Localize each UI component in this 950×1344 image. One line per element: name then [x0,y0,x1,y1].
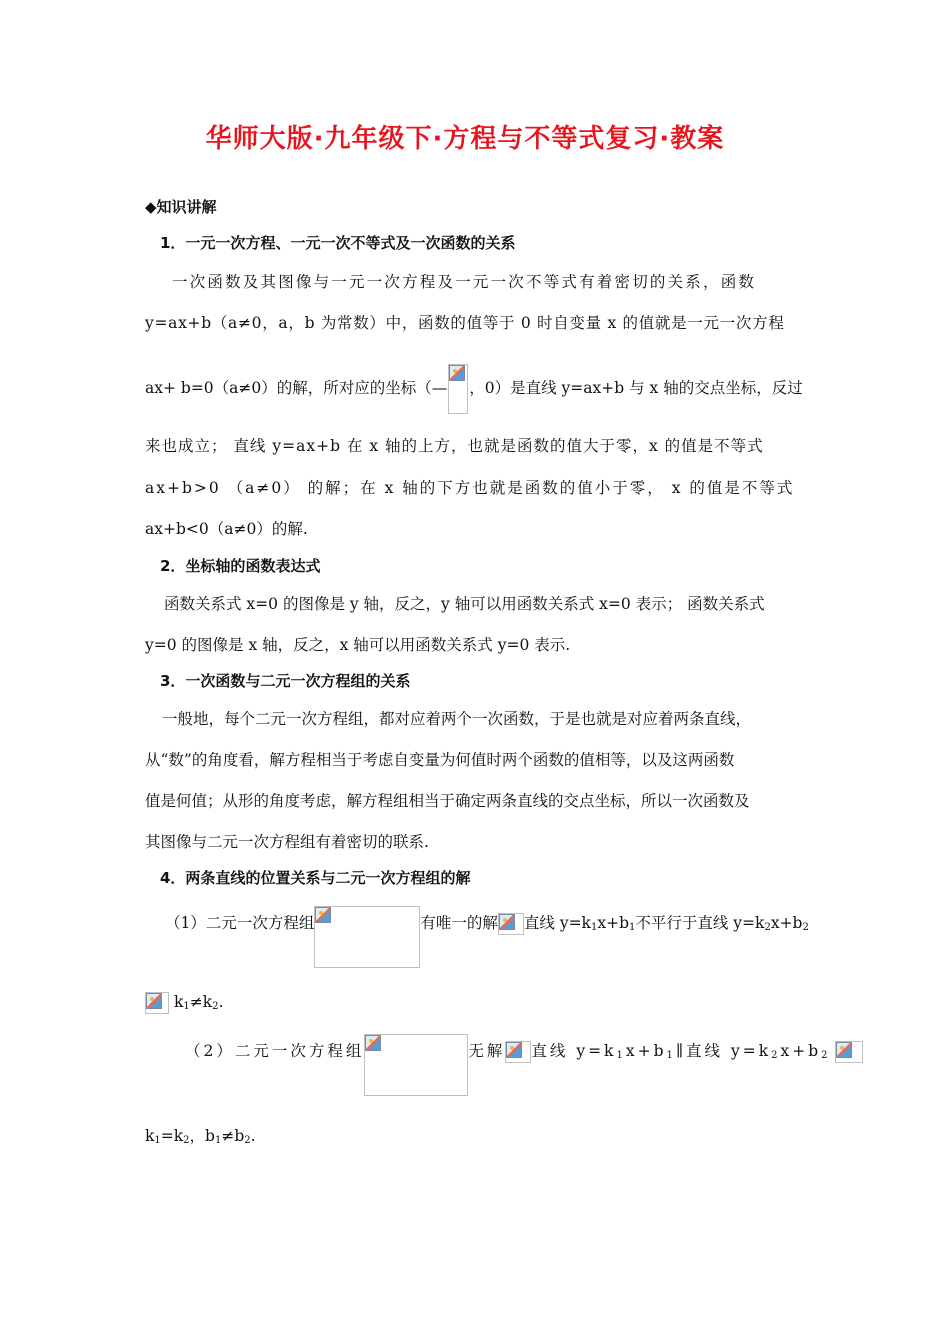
case-1-text-d: x+b [597,914,629,932]
case-1-text-g: k [173,993,184,1011]
p1-line-3b: ，0）是直线 y=ax+b 与 x 轴的交点坐标，反过 [469,379,803,397]
heading-4: 4．两条直线的位置关系与二元一次方程组的解 [160,869,471,887]
case-1-text-b: 有唯一的解 [420,914,498,932]
image-placeholder-icon [499,914,515,930]
equation-system-image-1 [314,906,420,968]
case-2-text-g: k [145,1127,155,1145]
heading-1: 1．一元一次方程、一元一次不等式及一次函数的关系 [160,234,516,252]
fraction-image [448,364,468,414]
subscript: 2 [244,1135,251,1146]
case-1-text-i: . [218,993,224,1011]
subscript: 1 [616,1050,626,1061]
p1-line-4: 来也成立； 直线 y=ax+b 在 x 轴的上方，也就是函数的值大于零，x 的值是不等式 [145,437,764,455]
equivalence-image [835,1041,863,1063]
p3-line-3: 值是何值；从形的角度考虑，解方程组相当于确定两条直线的交点坐标，所以一次函数及 [145,792,750,810]
case-1-condition [145,992,223,1014]
case-1-text-h: ≠k [189,993,213,1011]
case-1-text-f: x+b [770,914,803,932]
equivalence-image [505,1041,531,1063]
case-2-text-c: 直线 y=k [531,1042,617,1060]
p1-line-3a: ax+ b=0（a≠0）的解，所对应的坐标（— [145,379,448,397]
case-2-condition [145,1124,256,1146]
page-title: 华师大版·九年级下·方程与不等式复习·教案 [205,124,725,154]
subscript: 2 [764,922,771,933]
image-placeholder-icon [836,1042,852,1058]
p2-line-2: y=0 的图像是 x 轴，反之，x 轴可以用函数关系式 y=0 表示. [145,636,571,654]
image-placeholder-icon [146,993,162,1009]
image-placeholder-icon [315,907,331,923]
case-2-text-e: ∥直线 y=k [675,1042,772,1060]
subscript: 1 [666,1050,676,1061]
equivalence-image [145,992,169,1014]
subscript: 1 [154,1135,161,1146]
case-1-line [165,906,809,968]
case-2-line [185,1034,863,1096]
p1-line-3 [145,364,803,414]
case-2-text-i: ，b [189,1127,215,1145]
case-1-text-c: 直线 y=k [523,914,591,932]
case-2-text-a: （2）二元一次方程组 [185,1042,365,1060]
equivalence-image [498,913,524,935]
heading-3: 3．一次函数与二元一次方程组的关系 [160,672,411,690]
subscript: 1 [590,922,598,933]
p1-line-1: 一次函数及其图像与一元一次方程及一元一次不等式有着密切的关系，函数 [172,273,757,291]
subscript: 1 [214,1135,222,1146]
p1-line-2: y=ax+b（a≠0，a，b 为常数）中，函数的值等于 0 时自变量 x 的值就是一元一次方程 [145,314,785,332]
p3-line-1: 一般地，每个二元一次方程组，都对应着两个一次函数，于是也就是对应着两条直线， [162,710,752,728]
subscript: 1 [183,1001,190,1012]
subscript: 2 [183,1135,190,1146]
case-1-text-a: （1）二元一次方程组 [165,914,315,932]
image-placeholder-icon [449,365,465,381]
subscript: 2 [212,1001,219,1012]
subscript: 2 [771,1050,781,1061]
case-2-text-j: ≠b [221,1127,245,1145]
subscript: 2 [821,1050,831,1061]
heading-2: 2．坐标轴的函数表达式 [160,557,321,575]
case-1-text-e: 不平行于直线 y=k [635,914,765,932]
p3-line-4: 其图像与二元一次方程组有着密切的联系. [145,833,429,851]
case-2-text-k: . [250,1127,256,1145]
case-2-text-d: x+b [625,1042,667,1060]
image-placeholder-icon [365,1035,381,1051]
subscript: 1 [629,922,636,933]
p2-line-1: 函数关系式 x=0 的图像是 y 轴，反之，y 轴可以用函数关系式 x=0 表示； 函数关系式 [164,595,765,613]
case-2-text-f: x+b [780,1042,822,1060]
case-2-text-h: =k [160,1127,184,1145]
image-placeholder-icon [506,1042,522,1058]
p3-line-2: 从“数”的角度看，解方程相当于考虑自变量为何值时两个函数的值相等，以及这两函数 [145,751,735,769]
p1-line-6: ax+b<0（a≠0）的解. [145,520,308,538]
section-heading: ◆知识讲解 [145,198,217,216]
case-2-text-b: 无解 [468,1042,506,1060]
p1-line-5: ax+b>0 （a≠0） 的解；在 x 轴的下方也就是函数的值小于零， x 的值是不等式 [145,479,795,497]
subscript: 2 [802,922,809,933]
equation-system-image-2 [364,1034,468,1096]
